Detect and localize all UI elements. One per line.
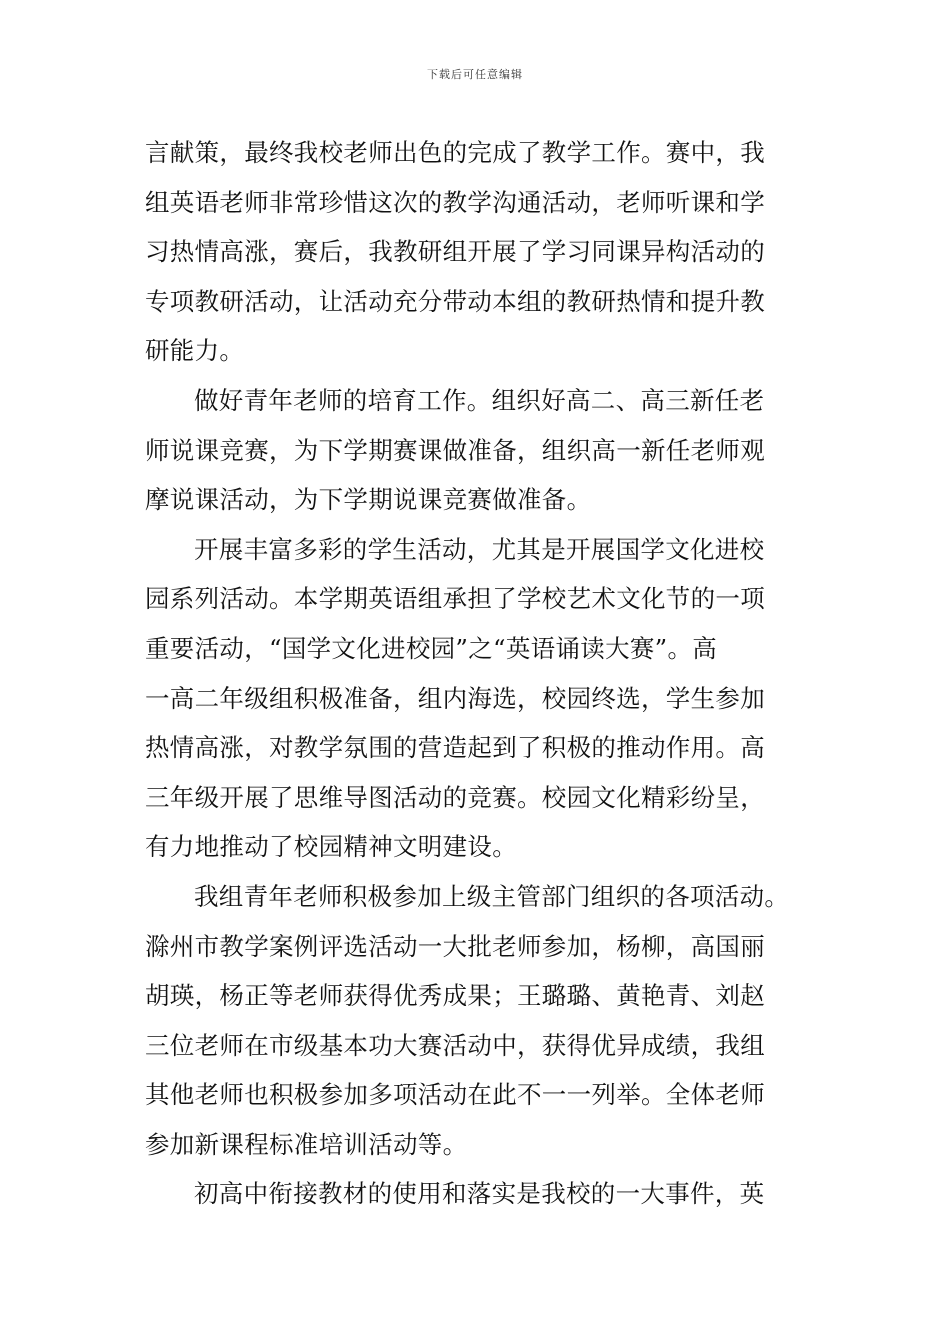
text-line: 重要活动，“国学文化进校园”之“英语诵读大赛”。高 [145,633,718,663]
text-line: 胡瑛，杨正等老师获得优秀成果；王璐璐、黄艳青、刘赵 [145,981,765,1011]
text-line: 摩说课活动，为下学期说课竞赛做准备。 [145,485,592,515]
text-line: 师说课竞赛，为下学期赛课做准备，组织高一新任老师观 [145,435,765,465]
text-line: 三位老师在市级基本功大赛活动中，获得优异成绩，我组 [145,1030,765,1060]
text-line: 研能力。 [145,336,245,366]
paragraph-start-line: 做好青年老师的培育工作。组织好高二、高三新任老 [194,385,765,415]
text-line: 专项教研活动，让活动充分带动本组的教研热情和提升教 [145,286,765,316]
text-line: 有力地推动了校园精神文明建设。 [145,832,517,862]
document-body [145,128,817,1219]
text-line: 组英语老师非常珍惜这次的教学沟通活动，老师听课和学 [145,187,765,217]
paragraph-start-line: 初高中衔接教材的使用和落实是我校的一大事件，英 [194,1179,765,1209]
text-line: 热情高涨，对教学氛围的营造起到了积极的推动作用。高 [145,733,765,763]
text-line: 其他老师也积极参加多项活动在此不一一列举。全体老师 [145,1080,765,1110]
text-line: 参加新课程标准培训活动等。 [145,1129,468,1159]
page-header-note: 下载后可任意编辑 [427,68,523,81]
paragraph-start-line: 我组青年老师积极参加上级主管部门组织的各项活动。 [194,881,790,911]
text-line: 三年级开展了思维导图活动的竞赛。校园文化精彩纷呈， [145,782,765,812]
text-line: 言献策，最终我校老师出色的完成了教学工作。赛中，我 [145,138,765,167]
text-line: 习热情高涨，赛后，我教研组开展了学习同课异构活动的 [145,237,765,267]
text-line: 一高二年级组积极准备，组内海选，校园终选，学生参加 [145,683,765,713]
paragraph-start-line: 开展丰富多彩的学生活动，尤其是开展国学文化进校 [194,534,765,564]
text-line: 滁州市教学案例评选活动一大批老师参加，杨柳，高国丽 [145,931,765,961]
text-line: 园系列活动。本学期英语组承担了学校艺术文化节的一项 [145,584,765,614]
